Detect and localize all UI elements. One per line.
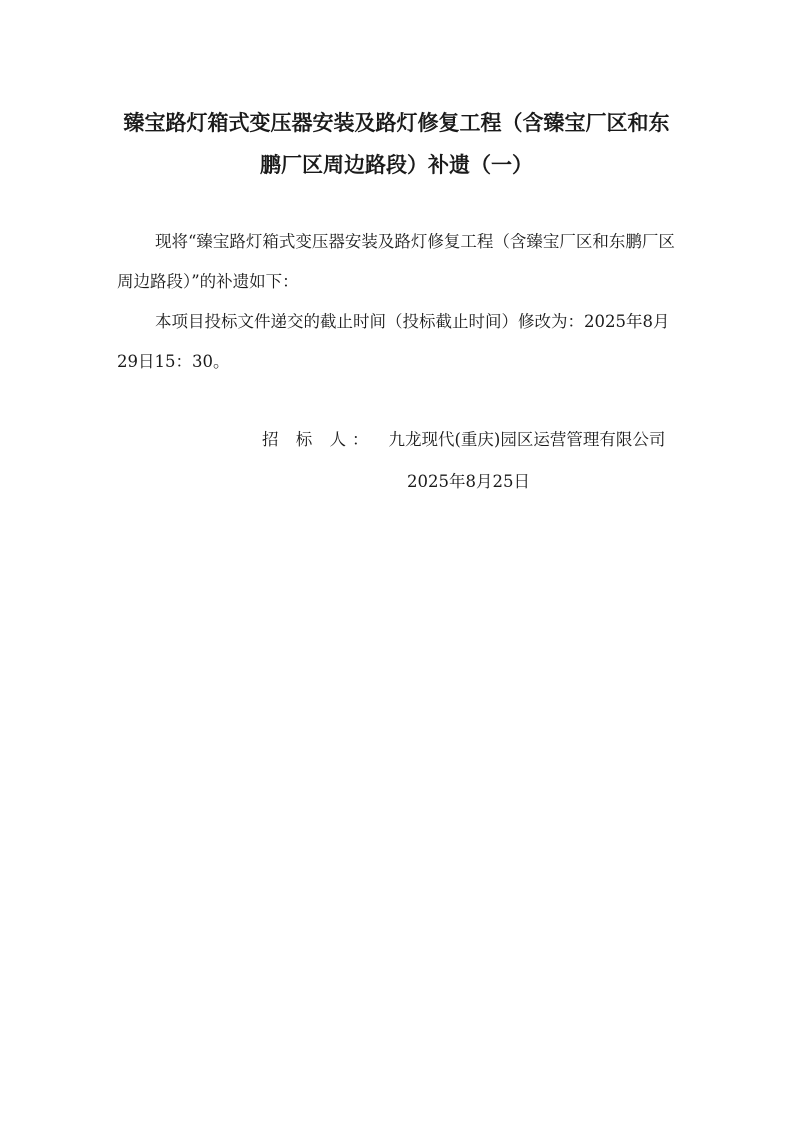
signature-line (262, 424, 665, 456)
document-body (117, 222, 677, 382)
document-title (110, 102, 683, 186)
signature-organization: 九龙现代(重庆)园区运营管理有限公司 (388, 430, 666, 449)
signature-label: 招 标 人： (262, 430, 375, 449)
title-line-2: 鹏厂区周边路段）补遗（一） (260, 153, 533, 177)
title-line-1: 臻宝路灯箱式变压器安装及路灯修复工程（含臻宝厂区和东 (123, 111, 670, 135)
paragraph-deadline: 本项目投标文件递交的截止时间（投标截止时间）修改为：2025年8月29日15：30。 (117, 312, 670, 371)
paragraph-notice: 现将“臻宝路灯箱式变压器安装及路灯修复工程（含臻宝厂区和东鹏厂区周边路段）”的补遗如下： (117, 232, 675, 291)
document-date: 2025年8月25日 (407, 472, 530, 491)
